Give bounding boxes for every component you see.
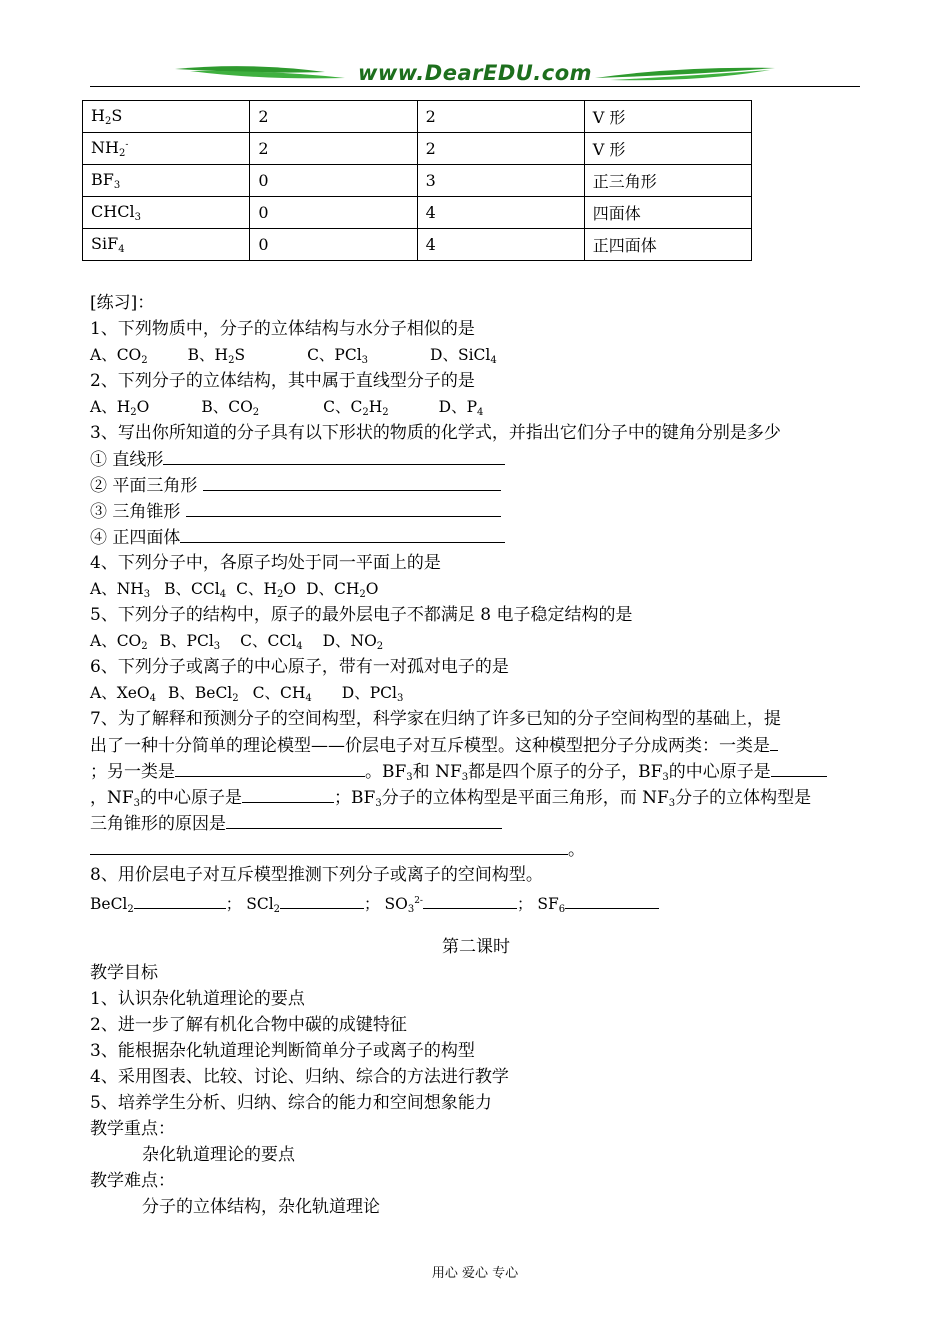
- header-divider: [90, 86, 860, 87]
- question-7-line-5: 三角锥形的原因是: [90, 810, 862, 836]
- table-cell: 2: [250, 101, 417, 133]
- page-footer: 用心 爱心 专心: [431, 1266, 519, 1281]
- table-row: [83, 133, 752, 165]
- table-cell: 2: [417, 101, 584, 133]
- table-cell: 正三角形: [584, 165, 751, 197]
- question-3-item: ① 直线形: [90, 446, 862, 472]
- question-3: 3、写出你所知道的分子具有以下形状的物质的化学式，并指出它们分子中的键角分别是多少: [90, 423, 781, 443]
- answer-blank[interactable]: [226, 810, 502, 829]
- question-6-options: A、XeO$_4$ B、BeCl$_2$ C、$CH_4$ D、PCl$_3$: [90, 684, 404, 704]
- goal-item: 3、能根据杂化轨道理论判断简单分子或离子的构型: [90, 1041, 475, 1061]
- goal-item: 5、培养学生分析、归纳、综合的能力和空间想象能力: [90, 1093, 492, 1113]
- answer-blank[interactable]: [203, 472, 501, 491]
- answer-blank[interactable]: [423, 890, 517, 909]
- practice-heading: [练习]：: [90, 293, 155, 313]
- question-3-item: ③ 三角锥形: [90, 498, 862, 524]
- table-row: [83, 165, 752, 197]
- table-row: [83, 197, 752, 229]
- spacer: [90, 914, 862, 934]
- answer-blank[interactable]: [771, 758, 827, 777]
- question-1-options: A、$CO_2$ B、$H_2S$ C、PCl$_3$ D、SiCl$_4$: [90, 346, 497, 366]
- table-cell: 2: [417, 133, 584, 165]
- question-4-options: A、$NH_3$ B、CCl$_4$ C、$H_2O$ D、$CH_2O$: [90, 580, 379, 600]
- answer-blank[interactable]: [280, 890, 364, 909]
- answer-blank[interactable]: [186, 498, 501, 517]
- table-cell: 4: [417, 197, 584, 229]
- question-1: 1、下列物质中，分子的立体结构与水分子相似的是: [90, 319, 475, 339]
- table-cell: $NH_2^-$: [83, 133, 250, 165]
- goals-heading: 教学目标: [90, 963, 158, 983]
- table-cell: V 形: [584, 101, 751, 133]
- question-2-options: A、$H_2O$ B、$CO_2$ C、$C_2H_2$ D、$P_4$: [90, 398, 484, 418]
- key-point-text: 杂化轨道理论的要点: [142, 1145, 295, 1165]
- answer-blank[interactable]: [134, 890, 226, 909]
- answer-blank[interactable]: [180, 524, 505, 543]
- question-7-line-3: ；另一类是 。$BF_3$和 $NF_3$都是四个原子的分子，$BF_3$的中心原子是: [90, 758, 862, 784]
- table-cell: 0: [250, 165, 417, 197]
- table-cell: 3: [417, 165, 584, 197]
- question-5: 5、下列分子的结构中，原子的最外层电子不都满足 8 电子稳定结构的是: [90, 605, 633, 625]
- question-7-line-2: 出了一种十分简单的理论模型——价层电子对互斥模型。这种模型把分子分成两类：一类是: [90, 732, 862, 758]
- key-point-heading: 教学重点：: [90, 1119, 175, 1139]
- difficult-point-text: 分子的立体结构，杂化轨道理论: [142, 1197, 380, 1217]
- table-cell: 0: [250, 229, 417, 261]
- table-cell: CHCl$_3$: [83, 197, 250, 229]
- answer-blank[interactable]: [242, 784, 334, 803]
- question-7-line-4: ，$NF_3$的中心原子是 ；$BF_3$分子的立体构型是平面三角形，而 $NF_3$分子的立体构型是: [90, 784, 862, 810]
- table-cell: $BF_3$: [83, 165, 250, 197]
- table-cell: V 形: [584, 133, 751, 165]
- lesson-2-title: 第二课时: [442, 937, 510, 957]
- table-cell: $H_2S$: [83, 101, 250, 133]
- site-logo: www.DearEDU.com: [357, 61, 593, 85]
- answer-blank[interactable]: [565, 890, 659, 909]
- question-4: 4、下列分子中，各原子均处于同一平面上的是: [90, 553, 441, 573]
- question-3-item: ④ 正四面体: [90, 524, 862, 550]
- question-6: 6、下列分子或离子的中心原子，带有一对孤对电子的是: [90, 657, 509, 677]
- table-cell: 正四面体: [584, 229, 751, 261]
- question-3-item: ② 平面三角形: [90, 472, 862, 498]
- answer-blank[interactable]: [175, 758, 365, 777]
- goal-item: 2、进一步了解有机化合物中碳的成键特征: [90, 1015, 407, 1035]
- question-7-line-6: 。: [90, 836, 862, 862]
- difficult-point-heading: 教学难点：: [90, 1171, 175, 1191]
- answer-blank[interactable]: [770, 732, 778, 751]
- table-cell: 0: [250, 197, 417, 229]
- table-cell: 2: [250, 133, 417, 165]
- table-cell: SiF$_4$: [83, 229, 250, 261]
- table-row: [83, 229, 752, 261]
- question-8: 8、用价层电子对互斥模型推测下列分子或离子的空间构型。: [90, 865, 543, 885]
- table-cell: 四面体: [584, 197, 751, 229]
- table-row: [83, 101, 752, 133]
- question-2: 2、下列分子的立体结构，其中属于直线型分子的是: [90, 371, 475, 391]
- table-cell: 4: [417, 229, 584, 261]
- document-body: [90, 290, 862, 1220]
- question-8-items: BeCl$_2$ ； SCl$_2$ ； $SO_3^{2-}$ ； $SF_6$: [90, 888, 862, 914]
- answer-blank[interactable]: [90, 836, 568, 855]
- molecule-shape-table: [82, 100, 752, 261]
- question-7-line-1: 7、为了解释和预测分子的空间构型，科学家在归纳了许多已知的分子空间构型的基础上，提: [90, 709, 781, 729]
- goal-item: 1、认识杂化轨道理论的要点: [90, 989, 305, 1009]
- answer-blank[interactable]: [163, 446, 505, 465]
- question-5-options: A、$CO_2$ B、PCl$_3$ C、CCl$_4$ D、$NO_2$: [90, 632, 384, 652]
- goal-item: 4、采用图表、比较、讨论、归纳、综合的方法进行教学: [90, 1067, 509, 1087]
